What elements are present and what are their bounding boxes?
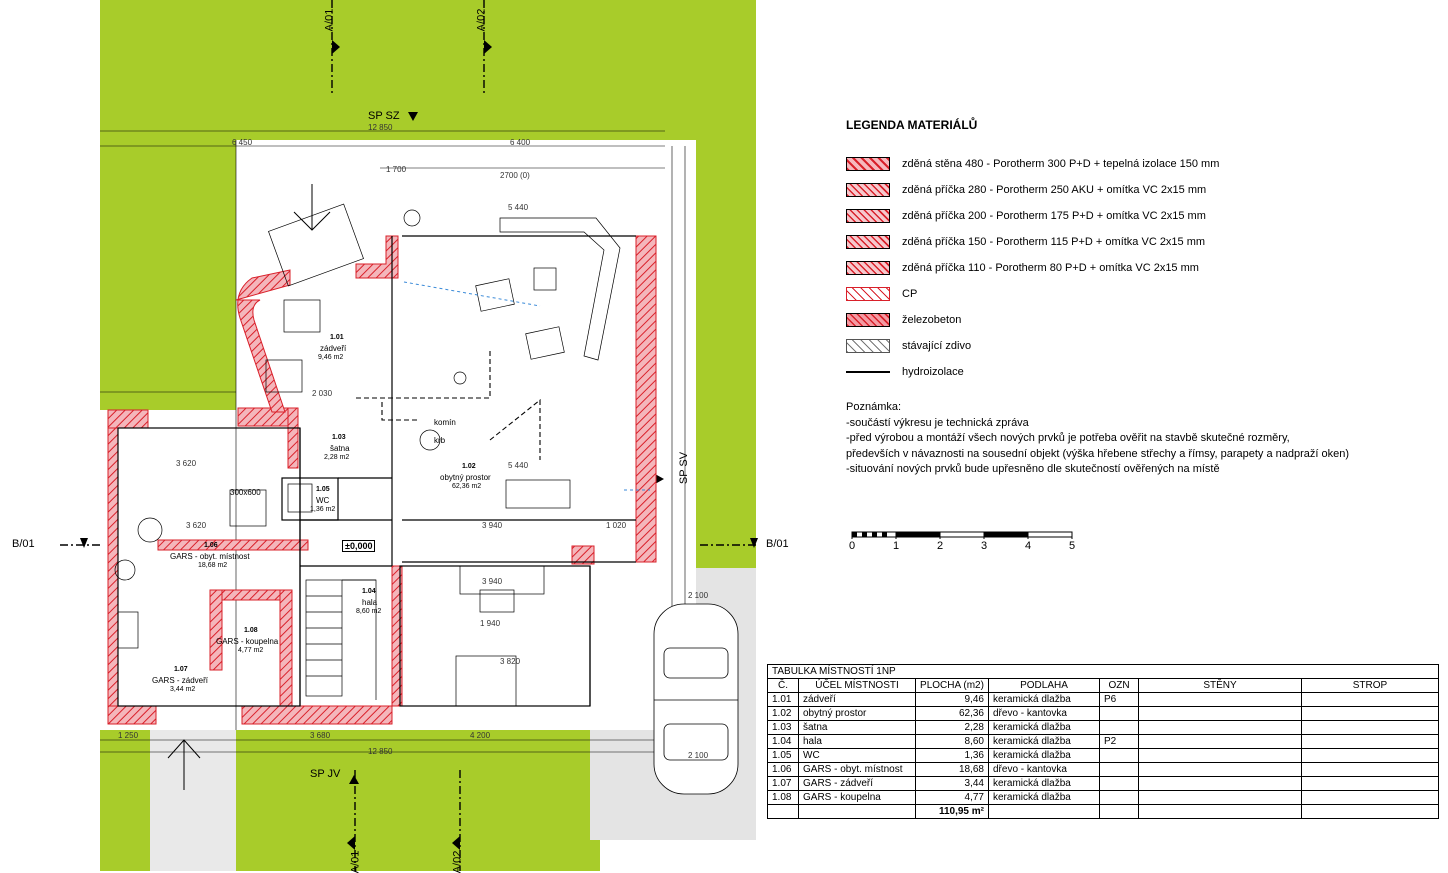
dim-3620: 3 620 [176,459,197,468]
notes-line: -situování nových prvků bude upřesněno dle skutečností ověřených na místě [846,463,1220,475]
scale-tick: 1 [893,540,900,552]
view-sp-jv: SP JV [310,768,341,780]
label-komin: komín [434,418,456,427]
col-header: STROP [1302,679,1439,693]
legend-item [846,310,961,330]
car [654,604,738,794]
cell: 18,68 [916,763,989,777]
notes-line: -součástí výkresu je technická zpráva [846,416,1029,429]
dim-top-height: 2700 (0) [500,171,530,180]
dim-3820: 3 820 [500,657,521,666]
view-sp-sz: SP SZ [368,110,400,122]
scale-bar [846,526,1086,563]
cell: GARS - obyt. místnost [799,763,916,777]
table-row [768,721,1439,735]
room-1-05-area: 1,36 m2 [310,506,336,513]
room-table [767,664,1439,819]
room-1-06-no: 1.06 [204,542,218,549]
legend-title: LEGENDA MATERIÁLŮ [846,118,978,132]
cell: GARS - zádveří [799,777,916,791]
cell: keramická dlažba [989,721,1100,735]
notes-line: předevších v návaznosti na sousední objekt (výška hřebene střechy a římsy, parapety a nadpraží oken) [846,447,1350,460]
section-a02-top: A/02 [475,8,488,32]
col-header: OZN [1100,679,1139,693]
cell: 1.06 [768,763,799,777]
legend-item [846,232,1205,252]
room-1-01-area: 9,46 m2 [318,354,344,361]
room-1-04-area: 8,60 m2 [356,608,382,615]
table-total: 110,95 m² [916,805,989,819]
table-row [768,777,1439,791]
room-table-header [768,679,1439,693]
room-table-title: TABULKA MÍSTNOSTÍ 1NP [768,665,1439,679]
cell: dřevo - kantovka [989,707,1100,721]
dim-top-right: 6 400 [510,138,531,147]
cell [1139,735,1302,749]
legend-label: zděná příčka 110 - Porotherm 80 P+D + omítka VC 2x15 mm [902,262,1199,274]
cell [1100,777,1139,791]
col-header: STĚNY [1139,679,1302,693]
legend-item [846,336,971,356]
label-krb: krb [434,436,446,445]
cell [1302,721,1439,735]
scale-tick: 2 [937,540,944,552]
legend-label: železobeton [902,314,962,326]
cell [1139,763,1302,777]
dim-5440: 5 440 [508,203,529,212]
cell: WC [799,749,916,763]
legend-label: zděná příčka 150 - Porotherm 115 P+D + omítka VC 2x15 mm [902,236,1206,248]
cell [1139,791,1302,805]
room-1-02-no: 1.02 [462,463,476,470]
cell: keramická dlažba [989,735,1100,749]
cell: 1.05 [768,749,799,763]
cell [1302,805,1439,819]
room-1-05-no: 1.05 [316,486,330,493]
legend-item [846,154,1219,174]
driveway [150,730,236,871]
legend-label: zděná stěna 480 - Porotherm 300 P+D + tepelná izolace 150 mm [902,158,1220,170]
room-1-02-name: obytný prostor [440,473,491,482]
cell [1100,805,1139,819]
dim-5440-b: 5 440 [508,461,529,470]
table-total-row [768,805,1439,819]
cell: keramická dlažba [989,791,1100,805]
notes-line: -před výrobou a montáží všech nových prvků je potřeba ověřit na stavbě skutečné rozměry, [846,432,1290,444]
cell: obytný prostor [799,707,916,721]
dim-1940: 1 940 [480,619,501,628]
cell [1100,707,1139,721]
dim-3940: 3 940 [482,521,503,530]
cell: 1.01 [768,693,799,707]
material-legend [846,118,1436,378]
room-1-01-no: 1.01 [330,334,344,341]
scale-tick: 4 [1025,540,1032,552]
section-b01-left: B/01 [12,538,35,550]
cell: keramická dlažba [989,693,1100,707]
section-a02-bottom: A/02 [451,850,464,873]
cell [989,805,1100,819]
cell: 1.07 [768,777,799,791]
table-row [768,749,1439,763]
cell [1302,707,1439,721]
cell [1100,763,1139,777]
dim-2030: 2 030 [312,389,333,398]
cell [1139,721,1302,735]
room-1-04-no: 1.04 [362,588,376,595]
room-1-06-name: GARS - obyt. místnost [170,552,250,561]
room-1-01-name: zádveří [320,344,347,353]
room-1-05-name: WC [316,496,330,505]
cell [1139,693,1302,707]
legend-swatch [846,287,890,301]
cell [1139,777,1302,791]
cell: 1,36 [916,749,989,763]
cell: 9,46 [916,693,989,707]
cell: keramická dlažba [989,749,1100,763]
cell [1139,707,1302,721]
cell: 2,28 [916,721,989,735]
legend-label: zděná příčka 280 - Porotherm 250 AKU + omítka VC 2x15 mm [902,184,1207,196]
room-1-03-name: šatna [330,444,350,453]
legend-swatch [846,235,890,249]
legend-item [846,362,964,382]
room-1-08-no: 1.08 [244,627,258,634]
cell [1302,749,1439,763]
legend-swatch [846,157,890,171]
legend-label: zděná příčka 200 - Porotherm 175 P+D + omítka VC 2x15 mm [902,210,1206,222]
legend-item [846,180,1206,200]
cell: GARS - koupelna [799,791,916,805]
label-zero-level: ±0,000 [342,540,375,552]
legend-swatch [846,261,890,275]
cell: šatna [799,721,916,735]
dim-1020: 1 020 [606,521,627,530]
room-1-08-area: 4,77 m2 [238,647,264,654]
col-header: PLOCHA (m2) [916,679,989,693]
table-row [768,693,1439,707]
notes [846,400,1349,478]
scale-tick: 5 [1069,540,1076,552]
cell [1100,791,1139,805]
legend-swatch [846,209,890,223]
label-300x600: 300x600 [230,488,261,497]
cell: P6 [1100,693,1139,707]
cell [1100,749,1139,763]
scale-tick: 0 [849,540,856,552]
cell: 8,60 [916,735,989,749]
room-1-07-area: 3,44 m2 [170,686,196,693]
cell [1139,805,1302,819]
dim-3620-b: 3 620 [186,521,207,530]
cell: dřevo - kantovka [989,763,1100,777]
dim-1700: 1 700 [386,165,407,174]
table-row [768,791,1439,805]
room-1-03-no: 1.03 [332,434,346,441]
cell [1302,791,1439,805]
dim-3680: 3 680 [310,731,331,740]
dim-4200: 4 200 [470,731,491,740]
cell [1302,735,1439,749]
cell [1139,749,1302,763]
section-a01-top: A/01 [323,8,336,32]
legend-label: CP [902,288,918,300]
dim-1250: 1 250 [118,731,139,740]
cell: P2 [1100,735,1139,749]
cell [1302,693,1439,707]
dim-bottom-total: 12 850 [368,747,393,756]
cell: 62,36 [916,707,989,721]
table-row [768,763,1439,777]
legend-swatch [846,183,890,197]
cell: hala [799,735,916,749]
dim-top-total: 12 850 [368,123,393,132]
section-a01-bottom: A/01 [349,850,362,873]
col-header: ÚČEL MÍSTNOSTI [799,679,916,693]
legend-item [846,206,1206,226]
dim-2100-b: 2 100 [688,751,709,760]
cell: 1.04 [768,735,799,749]
room-1-08-name: GARS - koupelna [216,637,279,646]
legend-swatch [846,313,890,327]
legend-item [846,258,1199,278]
cell [1100,721,1139,735]
col-header: PODLAHA [989,679,1100,693]
view-sp-sv: SP SV [678,451,691,485]
cell: keramická dlažba [989,777,1100,791]
legend-label: hydroizolace [902,366,964,378]
table-row [768,707,1439,721]
room-1-07-name: GARS - zádveří [152,676,209,685]
section-b01-right: B/01 [766,538,789,550]
cell: 3,44 [916,777,989,791]
cell [768,805,799,819]
cell [1302,763,1439,777]
legend-swatch [846,371,890,373]
cell: zádveří [799,693,916,707]
cell [799,805,916,819]
notes-heading: Poznámka: [846,401,902,413]
legend-label: stávající zdivo [902,340,972,352]
scale-tick: 3 [981,540,988,552]
room-1-02-area: 62,36 m2 [452,483,482,490]
table-row [768,735,1439,749]
room-1-07-no: 1.07 [174,666,188,673]
dim-top-left: 6 450 [232,138,253,147]
dim-3940-b: 3 940 [482,577,503,586]
cell: 1.02 [768,707,799,721]
room-1-04-name: hala [362,598,378,607]
room-1-03-area: 2,28 m2 [324,454,350,461]
dim-2100: 2 100 [688,591,709,600]
cell: 4,77 [916,791,989,805]
legend-item [846,284,917,304]
legend-swatch [846,339,890,353]
cell: 1.08 [768,791,799,805]
cell: 1.03 [768,721,799,735]
cell [1302,777,1439,791]
room-1-06-area: 18,68 m2 [198,562,228,569]
col-header: Č. [768,679,799,693]
